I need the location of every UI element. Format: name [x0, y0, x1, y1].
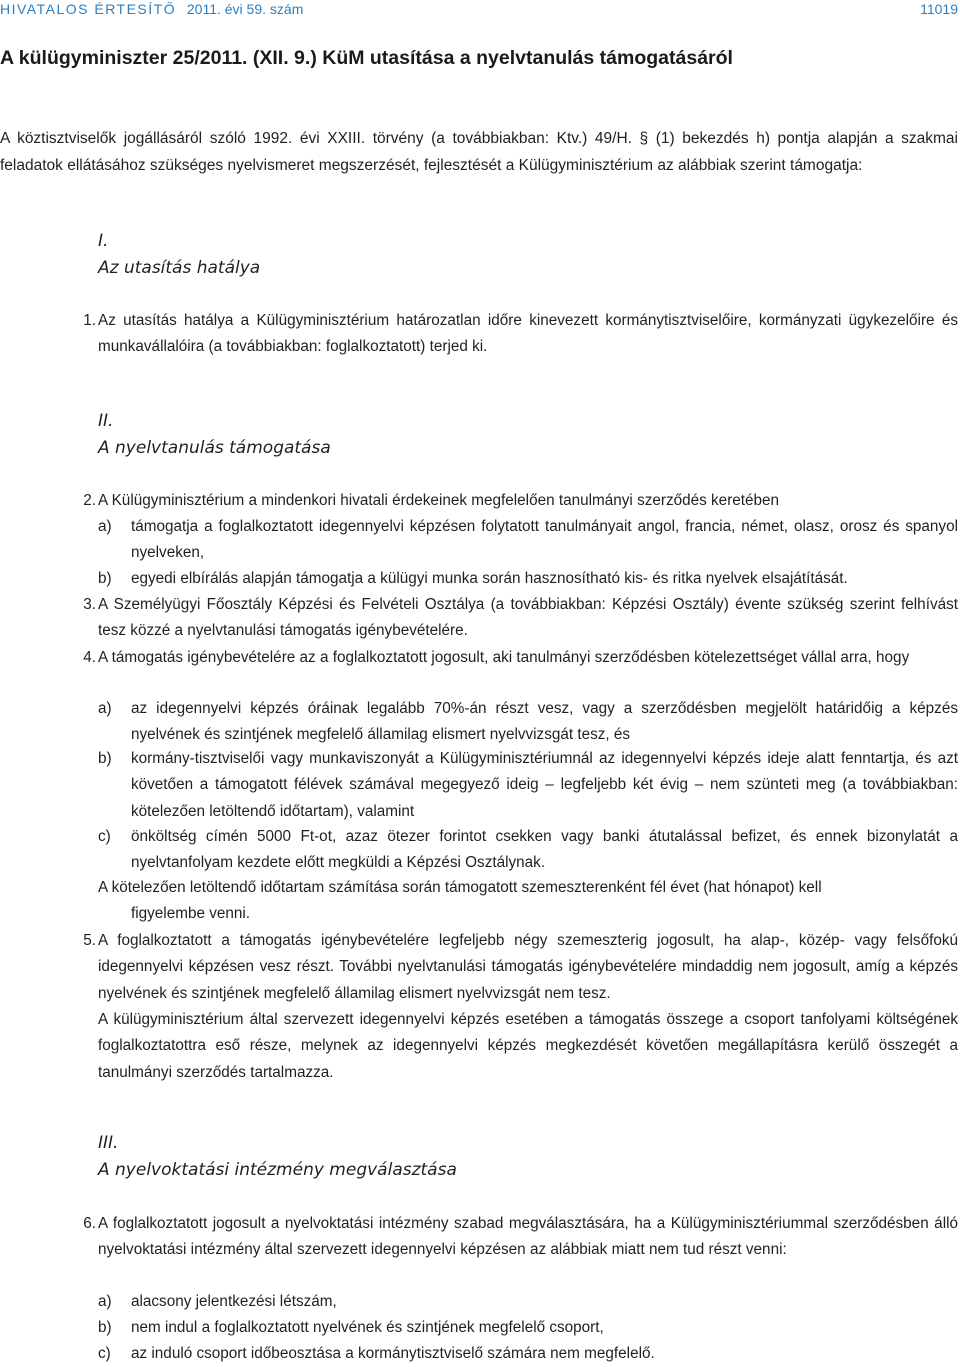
paragraph-6-c-text: az induló csoport időbeosztása a kormánytisztviselő számára nem megfelelő. — [131, 1345, 655, 1362]
paragraph-4-note-line-2: figyelembe venni. — [131, 905, 251, 922]
paragraph-2-number: 2. — [83, 492, 96, 509]
publication-name: HIVATALOS ÉRTESÍTŐ — [0, 1, 177, 17]
paragraph-1-number: 1. — [83, 312, 96, 329]
paragraph-6-text: A foglalkoztatott jogosult a nyelvoktatási intézmény szabad megválasztására, ha a Külügyminisztériummal szerződésben álló nyelvoktatási intézmény által szervezett idegennyelvi képzésen az alábbiak miatt nem tud részt venni: — [98, 1215, 958, 1259]
paragraph-1-text: Az utasítás hatálya a Külügyminisztérium határozatlan időre kinevezett kormánytisztviselőire, kormányzati ügykezelőire és munkavállalóira (a továbbiakban: foglalkoztatott) terjed ki. — [98, 312, 958, 356]
paragraph-2-text: A Külügyminisztérium a mindenkori hivatali érdekeinek megfelelően tanulmányi szerződés keretében — [98, 492, 780, 509]
paragraph-2-b-label: b) — [98, 570, 112, 587]
section-3-title: A nyelvoktatási intézmény megválasztása — [98, 1160, 457, 1180]
paragraph-6-a-label: a) — [98, 1293, 112, 1310]
section-1-number: I. — [98, 231, 109, 251]
section-1-title: Az utasítás hatálya — [98, 258, 261, 278]
page-header — [0, 0, 960, 20]
paragraph-3-number: 3. — [83, 596, 96, 613]
paragraph-4-number: 4. — [83, 649, 96, 666]
paragraph-6-number: 6. — [83, 1215, 96, 1232]
section-3-number: III. — [98, 1133, 119, 1153]
preamble: A köztisztviselők jogállásáról szóló 1992. évi XXIII. törvény (a továbbiakban: Ktv.) 49/H. § (1) bekezdés h) pontja alapján a szakmai feladatok ellátásához szükséges nyelvismeret megszerzését, fejlesztését a Külügyminisztérium az alábbiak szerint támogatja: — [0, 130, 958, 174]
section-2-number: II. — [98, 411, 114, 431]
paragraph-4-a-label: a) — [98, 700, 112, 717]
paragraph-6-a-text: alacsony jelentkezési létszám, — [131, 1293, 337, 1310]
paragraph-4-c-label: c) — [98, 828, 111, 845]
paragraph-2-b-text: egyedi elbírálás alapján támogatja a külügyi munka során hasznosítható kis- és ritka nyelvek elsajátítását. — [131, 570, 848, 587]
section-2-title: A nyelvtanulás támogatása — [98, 438, 331, 458]
paragraph-5-text-2: A külügyminisztérium által szervezett idegennyelvi képzés esetében a támogatás összege a csoport tanfolyami költségének foglalkoztatottra eső része, melynek az idegennyelvi képzés megkezdését követően megállapításra kerülő összegét a tanulmányi szerződés tartalmazza. — [98, 1011, 958, 1081]
paragraph-4-text: A támogatás igénybevételére az a foglalkoztatott jogosult, aki tanulmányi szerződésben kötelezettséget vállal arra, hogy — [98, 649, 910, 666]
paragraph-6-b-text: nem indul a foglalkoztatott nyelvének és szintjének megfelelő csoport, — [131, 1319, 604, 1336]
paragraph-4-b-text: kormány-tisztviselői vagy munkaviszonyát a Külügyminisztériumnál az idegennyelvi képzés ideje alatt fenntartja, és azt követően a támogatott félévek számával megegyező ideig – legfeljebb két évig – nem szünteti meg (a továbbiakban: kötelezően letöltendő időtartam), valamint — [131, 750, 958, 820]
paragraph-6-c-label: c) — [98, 1345, 111, 1362]
paragraph-4-note-line-1: A kötelezően letöltendő időtartam számítása során támogatott szemeszterenként fél évet (hat hónapot) kell — [98, 879, 822, 896]
paragraph-4-c-text: önköltség címén 5000 Ft-ot, azaz ötezer forintot csekken vagy banki átutalással befizet, és ennek bizonylatát a nyelvtanfolyam kezdete előtt megküldi a Képzési Osztálynak. — [131, 828, 958, 872]
paragraph-5-number: 5. — [83, 932, 96, 949]
document-title: A külügyminiszter 25/2011. (XII. 9.) KüM utasítása a nyelvtanulás támogatásáról — [0, 47, 733, 69]
paragraph-2-a-text: támogatja a foglalkoztatott idegennyelvi képzésen folytatott tanulmányait angol, francia, német, olasz, orosz és spanyol nyelveken, — [131, 518, 958, 562]
paragraph-5-text: A foglalkoztatott a támogatás igénybevételére legfeljebb négy szemeszterig jogosult, ha alap-, közép- vagy felsőfokú idegennyelvi képzésen vesz részt. További nyelvtanulási támogatás igénybevételére mindaddig nem jogosult, amíg a képzés nyelvének és szintjének megfelelő államilag elismert nyelvvizsgát nem tesz. — [98, 932, 958, 1002]
paragraph-4-a-text: az idegennyelvi képzés óráinak legalább 70%-án részt vesz, vagy a szerződésben megjelölt határidőig a képzés nyelvének és szintjének megfelelő államilag elismert nyelvvizsgát tesz, és — [131, 700, 958, 744]
paragraph-4-b-label: b) — [98, 750, 112, 767]
page-number: 11019 — [920, 1, 958, 17]
paragraph-2-a-label: a) — [98, 518, 112, 535]
paragraph-6-b-label: b) — [98, 1319, 112, 1336]
issue-info: 2011. évi 59. szám — [186, 1, 304, 17]
publication-header — [0, 1, 303, 17]
paragraph-3-text: A Személyügyi Főosztály Képzési és Felvételi Osztálya (a továbbiakban: Képzési Osztály) évente szükség szerint felhívást tesz közzé a nyelvtanulási támogatás igénybevételére. — [98, 596, 958, 640]
